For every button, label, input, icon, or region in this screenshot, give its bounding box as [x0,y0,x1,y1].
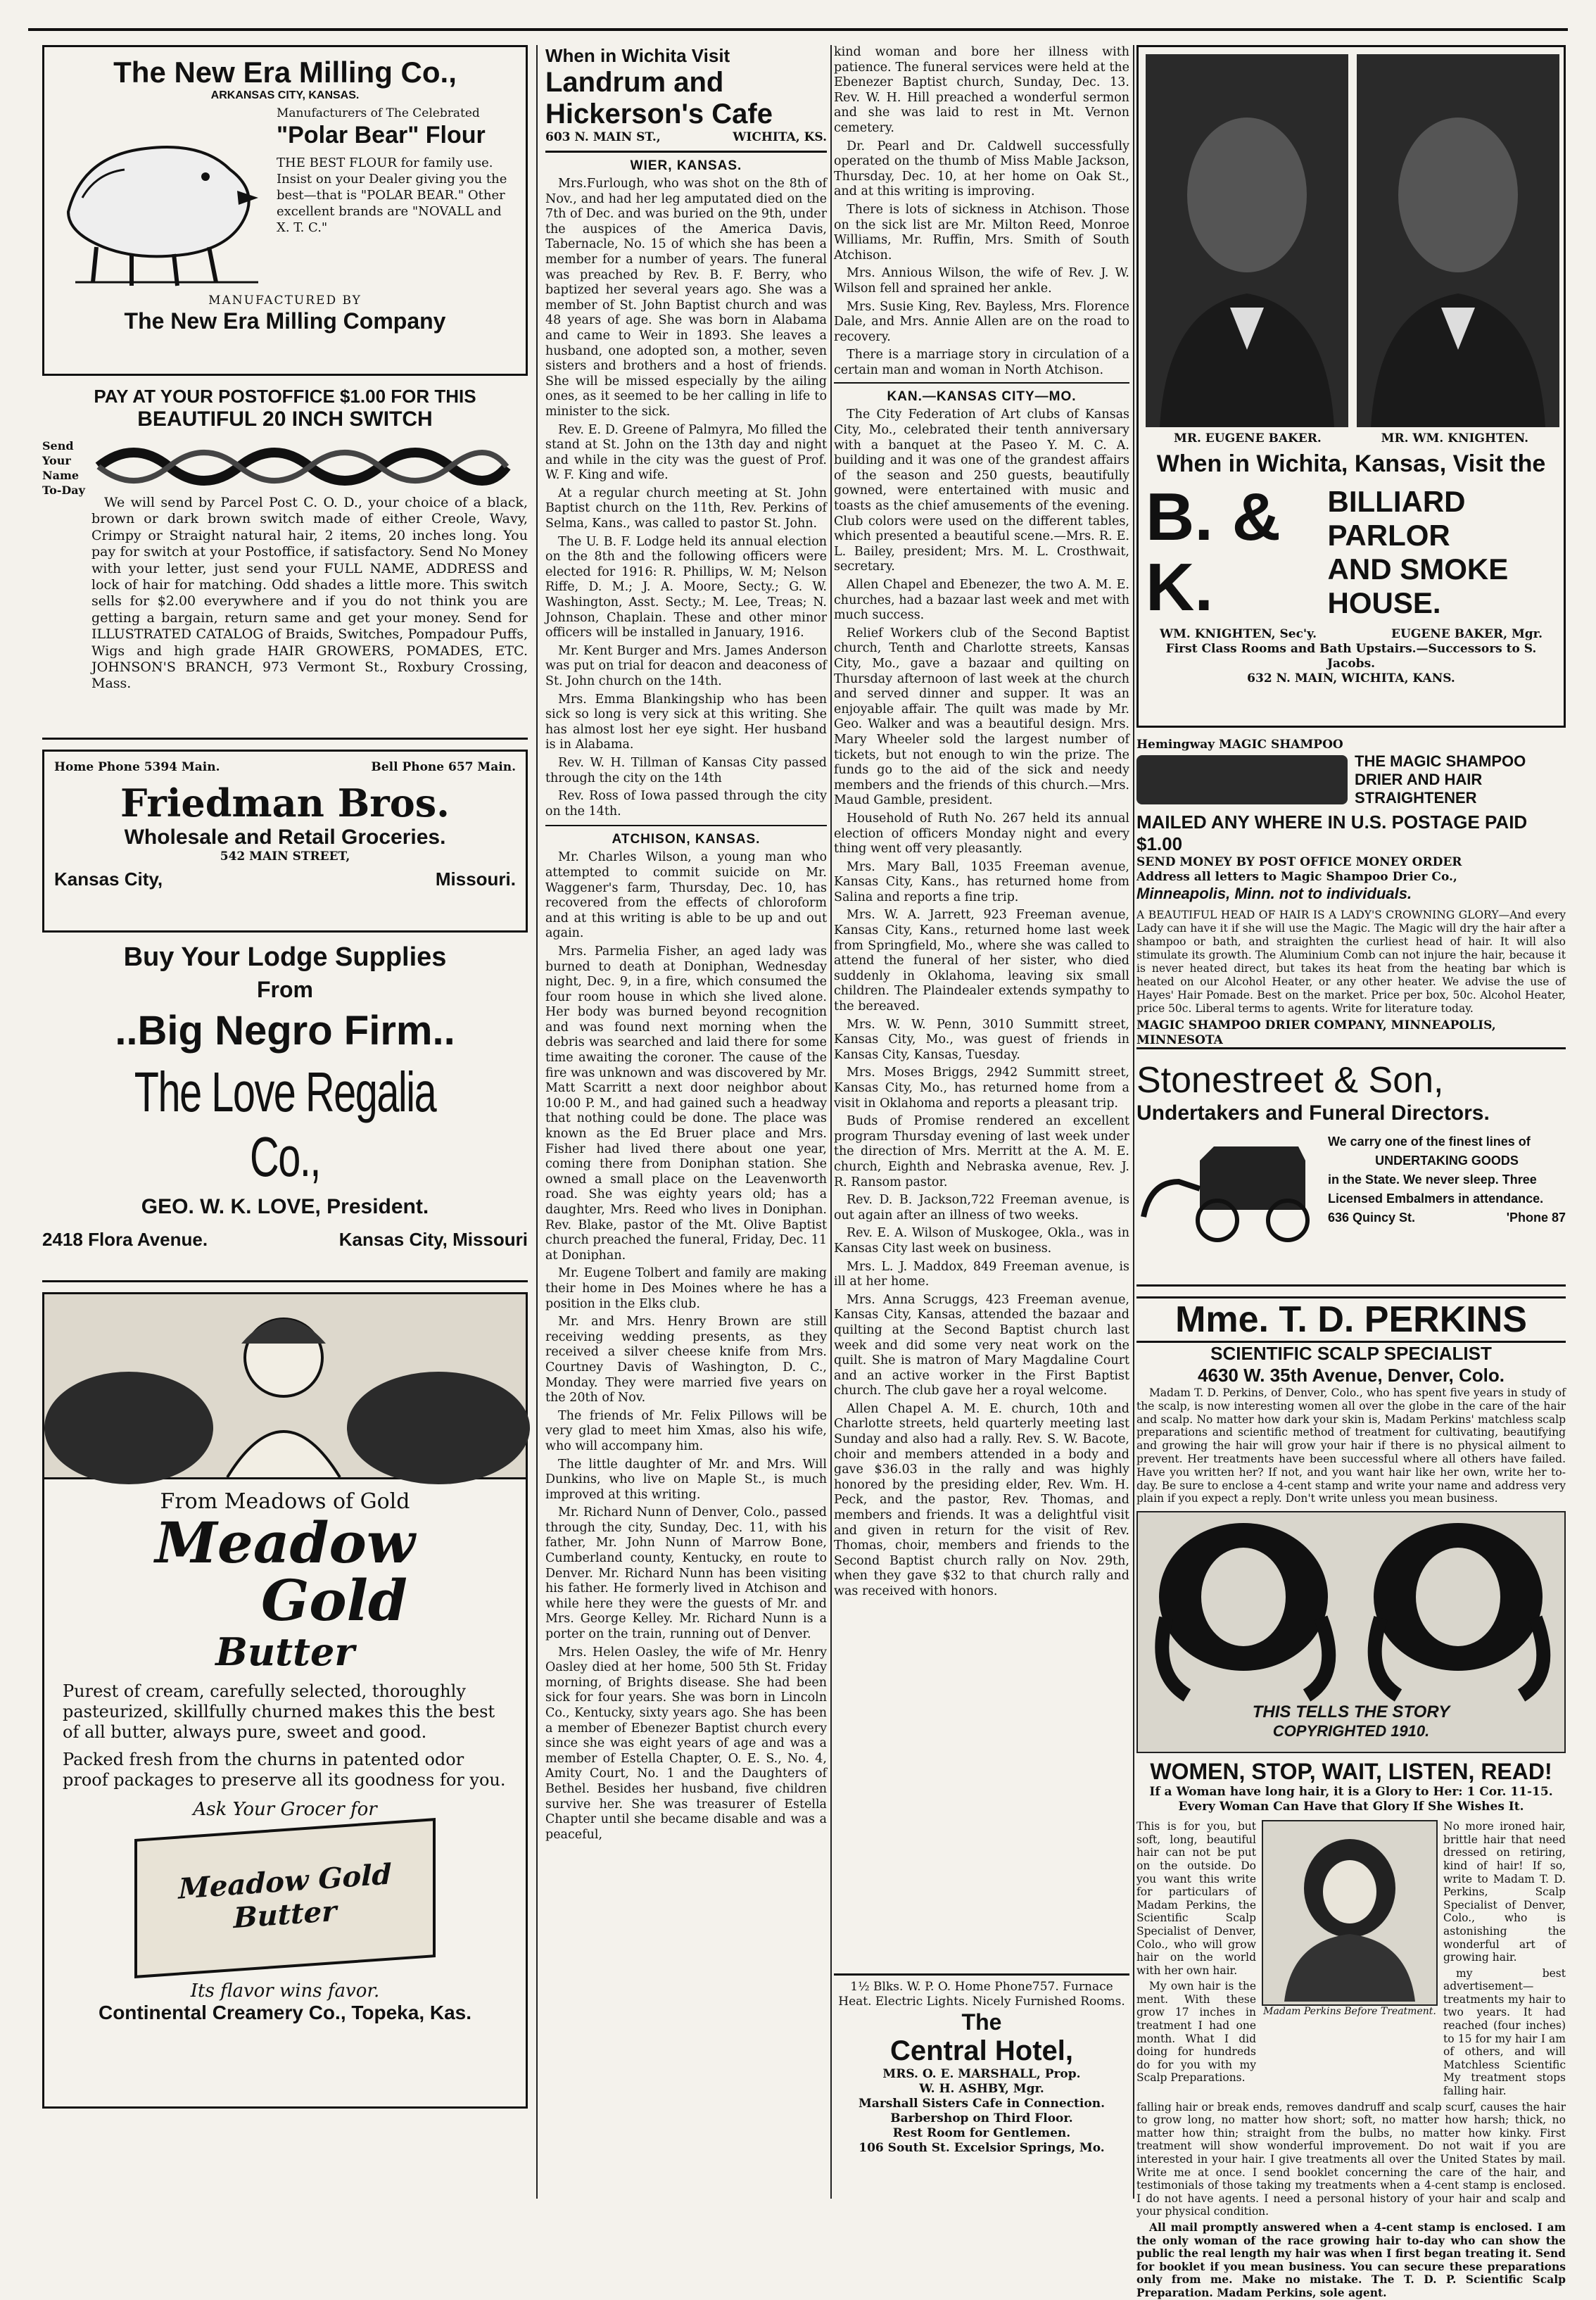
news-paragraph: The City Federation of Art clubs of Kansas City, Mo., celebrated their tenth anniversary with a banquet at the Paseo Y. M. C. A. building and it was one of the grandest affairs of the season and 250 guests, beautifully gowned, were entertained with music and toasts as the chief amusements of the evening. Club colors were used on the different tables, which presented a beautiful scene.—Mrs. R. E. L. Bailey, president; Mrs. M. L. Crosthwait, secretary. [834,407,1129,574]
ad-title: Stonestreet & Son, [1136,1060,1444,1101]
news-paragraph: Mr. and Mrs. Henry Brown are still receiving wedding presents, as they received a silver cheese knife from Mrs. Courtney Davis of Washington, D. C., Monday. They were married five years on the 20th of Nov. [545,1315,827,1405]
caption-left: MR. EUGENE BAKER. [1174,431,1322,446]
magic-address-all: Address all letters to Magic Shampoo Drier Co., [1136,870,1457,884]
brand-meadow: Meadow [155,1510,415,1576]
news-paragraph: Household of Ruth No. 267 held its annual election of officers Monday night and every thing went off very pleasantly. [834,811,1129,857]
ad-central-hotel [834,1973,1129,2156]
ad-address: 4630 W. 35th Avenue, Denver, Colo. [1198,1365,1505,1386]
ad-mid-left: My own hair is the ment. With these grow 17 inches in treatment I had one month. What I did doing for hundreds do for you with my Scalp Preparations. [1136,1980,1256,2085]
ad-title: The New Era Milling Co., [113,56,457,89]
news-paragraph: There is a marriage story in circulation of a certain man and woman in North Atchison. [834,348,1129,377]
ad-title: Mme. T. D. PERKINS [1136,1296,1566,1343]
ad-line: ..Big Negro Firm.. [115,1008,455,1054]
news-paragraph: Allen Chapel and Ebenezer, the two A. M. E. churches, had a bazaar last week and met with much success. [834,578,1129,623]
news-paragraph: Mrs. W. W. Penn, 3010 Summitt street, Kansas City, Mo., was guest of friends in Kansas City, Kansas, Tuesday. [834,1017,1129,1062]
ad-paragraph: Purest of cream, carefully selected, thoroughly pasteurized, skillfully churned makes this the best of all butter, always pure, sweet and good. [63,1681,495,1742]
column-2 [545,45,827,2199]
news-wier-kansas [545,158,827,819]
bk-logo: B. & K. [1146,479,1281,625]
news-paragraph: Mr. Charles Wilson, a young man who attempted to commit suicide on Mr. Waggener's farm, Thursday, Dec. 10, has recovered from the effects of chloroform and at this writing is able to be up and out again. [545,850,827,941]
ad-state: Missouri. [435,868,516,890]
hotel-the: The [961,2009,1002,2035]
ad-description: THE BEST FLOUR for family use. Insist on your Dealer giving you the best—that is "POLAR BEAR." Other excellent brands are "NOVALL and X. T. C." [277,156,507,235]
package-brand: Meadow Gold Butter [178,1857,392,1935]
ad-subtitle: Undertakers and Funeral Directors. [1136,1101,1490,1125]
ad-quote: If a Woman have long hair, it is a Glory to Her: 1 Cor. 11-15. [1149,1785,1553,1800]
ad-city: Kansas City, Missouri [338,1229,528,1250]
ad-manufacturers: Manufacturers of The Celebrated [277,106,480,120]
ad-paragraph: Packed fresh from the churns in patented odor proof packages to preserve all its goodness for you. [63,1750,506,1790]
ad-address: 632 N. MAIN, WICHITA, KANS. [1247,671,1455,685]
ad-when: When in Wichita, Kansas, Visit the [1156,450,1546,477]
section-heading: KAN.—KANSAS CITY—MO. [887,389,1077,405]
hotel-address: 106 South St. Excelsior Springs, Mo. [859,2141,1105,2155]
ad-landrum-cafe [545,45,827,153]
ad-subtitle: SCIENTIFIC SCALP SPECIALIST [1210,1343,1492,1364]
ad-address: 636 Quincy St. [1328,1211,1416,1225]
ad-friedman-bros [42,750,528,933]
news-paragraph: Rev. E. A. Wilson of Muskogee, Okla., was in Kansas City last week on business. [834,1226,1129,1256]
copyright-caption: COPYRIGHTED 1910. [1272,1722,1430,1740]
ad-right-text: No more ironed hair, brittle hair that need dressed on retiring, kind of hair! If so, write to Madam T. D. Perkins, Scalp Specialist of Denver, Colo., who is astonishing the wonderful art of growing hair. [1443,1820,1566,1964]
news-paragraph: Dr. Pearl and Dr. Caldwell successfully operated on the thumb of Miss Mable Jackson, Thursday, Dec. 10, at her home on Oak St., and at this writing is improving. [834,139,1129,199]
hotel-manager: W. H. ASHBY, Mgr. [919,2082,1044,2096]
hotel-name: Central Hotel, [889,2035,1074,2066]
ad-name: AND SMOKE HOUSE. [1327,552,1509,619]
news-paragraph: Mr. Kent Burger and Mrs. James Anderson was put on trial for deacon and deaconess of St. John church on the 14th. [545,643,827,688]
news-paragraph: Mrs. Anna Scruggs, 423 Freeman avenue, Kansas City, Kansas, attended the bazaar and quilting at the Second Baptist church last week and did some very neat work on the quilt. She is matron of Mary Magdaline Court and an active worker in the First Baptist church. The club gave her a royal welcome. [834,1292,1129,1398]
ad-magic-shampoo-drier [1136,738,1566,1049]
magic-mailed: MAILED ANY WHERE IN U.S. POSTAGE PAID $1.00 [1136,811,1528,854]
ad-phone: 'Phone 87 [1506,1211,1566,1225]
ad-line: UNDERTAKING GOODS [1375,1154,1519,1168]
news-paragraph: Mrs. L. J. Maddox, 849 Freeman avenue, is ill at her home. [834,1259,1129,1289]
news-paragraph: The friends of Mr. Felix Pillows will be very glad to meet him Xmas, also his wife, who will accompany him. [545,1408,827,1453]
ad-city: WICHITA, KS. [733,130,827,144]
ad-new-era-milling [42,45,528,376]
magic-body: A BEAUTIFUL HEAD OF HAIR IS A LADY'S CROWNING GLORY—And every Lady can have it if she will use the Magic. The Magic will dry the hair after a shampoo or bath, and straighten the curliest head of hair. It will also stimulate its growth. The Aluminium Comb can not injure the hair, because it is never heated direct, but takes its heat from the heating bar which is heated on our Alcohol Heater, or any other heater. We advise the use of Hayes' Hair Pomade. Best on the market. Price per box, 50c. Alcohol Heater, price 50c. Liberal terms to agents. Write for literature today. [1136,909,1566,1015]
column-3 [834,45,1129,2199]
ad-street: 542 MAIN STREET, [220,849,350,864]
column-rule [830,45,832,2199]
ad-company: Continental Creamery Co., Topeka, Kas. [98,2002,472,2023]
ad-headline: BEAUTIFUL 20 INCH SWITCH [137,407,433,431]
column-1 [42,45,528,2199]
newspaper-page [28,28,1568,2299]
ad-line: We carry one of the finest lines of [1328,1135,1531,1149]
column-rule [1133,45,1134,2199]
news-paragraph: Mrs. Parmelia Fisher, an aged lady was burned to death at Doniphan, Wednesday night, Dec. 9, in a fire, which consumed the four room house in which she lived alone. Her body was burned beyond recognition and was found next morning when the debris was searched and laid there for some time awaiting the coroner. The cause of the fire was unknown and was discovered by Mr. Matt Scarritt a next door neighbor about 10:00 P. M., and had gained such a headway that nothing could be done. The place was known as the Ed Bruer place and Mrs. Fisher had lived there about one year, coming there from Doniphan station. She owned a small place on the Leavenworth road. She was eighty years old; has a daughter, Mrs. Reed who lives in Doniphan. Rev. Blake, pastor of the Mt. Olive Baptist church preached the funeral, Friday, Dec. 11 at Doniphan. [545,944,827,1263]
ad-line: Landrum and [545,67,724,98]
news-paragraph: Rev. Ross of Iowa passed through the city on the 14th. [545,789,827,819]
ad-company: The New Era Milling Company [124,308,446,334]
ad-ask: Ask Your Grocer for [193,1799,377,1820]
ad-headline: WOMEN, STOP, WAIT, LISTEN, READ! [1150,1759,1552,1785]
braid-switch-illustration [91,438,514,495]
news-paragraph: Rev. D. B. Jackson,722 Freeman avenue, is out again after an illness of two weeks. [834,1193,1129,1222]
ad-stonestreet-son [1136,1059,1566,1287]
ad-bottom-text: falling hair or break ends, removes dandruff and scalp scurf, causes the hair to grow long, no matter how short; soft, no matter how harsh; thick, no matter how thin; straight from the bulbs, no matter how kinky. First treatment will show wonderful improvement. Do not wait if you are interested in your hair. I give treatments all over the United States by mail. Write me at once. I send booklet concerning the care of the hair, and testimonials of those taking my treatments when a 4-cent stamp is enclosed. I do not have agents. I need a personal history of your hair and scalp and your physical condition. [1136,2100,1566,2218]
section-heading: ATCHISON, KANSAS. [612,832,761,847]
ad-subtitle: Wholesale and Retail Groceries. [124,826,446,849]
ad-title: Friedman Bros. [120,781,450,826]
ad-secretary: WM. KNIGHTEN, Sec'y. [1160,627,1317,641]
magic-company: MAGIC SHAMPOO DRIER COMPANY, MINNEAPOLIS, MINNESOTA [1136,1018,1496,1047]
ad-rooms: First Class Rooms and Bath Upstairs.—Successors to S. Jacobs. [1165,642,1537,671]
section-heading: WIER, KANSAS. [630,158,742,173]
photo-caption: Madam Perkins Before Treatment. [1263,2006,1436,2018]
news-column-3 [834,45,1129,1973]
portrait-wm-knighten [1357,54,1559,427]
news-paragraph: Rev. W. H. Tillman of Kansas City passed through the city on the 14th [545,755,827,785]
ad-headline: PAY AT YOUR POSTOFFICE $1.00 FOR THIS [94,386,476,407]
news-paragraph: Mrs. Moses Briggs, 2942 Summitt street, Kansas City, Mo., has returned home from a visit in Oklahoma and reports a pleasant trip. [834,1066,1129,1111]
ad-address: 603 N. MAIN ST., [545,130,661,144]
ad-mme-perkins [1136,1296,1566,2299]
ad-line: From [257,977,313,1002]
news-paragraph: Mrs.Furlough, who was shot on the 8th of Nov., and had her leg amputated died on the 7th of Dec. and was buried on the 9th, under the auspices of the America Davis, Tabernacle, No. 15 of which she has been a member for a number of years. The funeral was preached by Rev. B. F. Berry, who baptized her several years ago. She was a member of St. John Baptist church and was 48 years of age. She was born in Alabama and came to Weir in 1893. She leaves a husband, one adopted son, a mother, seven sisters and brothers and a host of friends. She will be missed especially by the ailing ones, as it seemed to be her calling in life to minister to the sick. [545,177,827,419]
ad-line: Hickerson's Cafe [545,99,773,129]
news-paragraph: Relief Workers club of the Second Baptist church, Tenth and Charlotte streets, Kansas City, Mo., gave a bazaar and quilting on Thursday afternoon of last week at the church and served dinner and supper. It was an enjoyable affair. The quilt was made by Mr. Geo. Walker and was a beautiful design. Mrs. Mary Wheeler sold the largest number of tickets, but not enough to win the prize. The funds go to the aid of the sick and needy members and the friends of this church.—Mrs. Maud Gamble, president. [834,626,1129,808]
hearse-carriage-illustration [1136,1132,1319,1245]
hotel-line: Rest Room for Gentlemen. [892,2126,1071,2140]
news-paragraph: At a regular church meeting at St. John Baptist church on the 11th, Rev. Perkins of Selma, Kans., was called to pastor St. John. [545,486,827,531]
news-paragraph: Mr. Richard Nunn of Denver, Colo., passed through the city, Sunday, Dec. 11, with his father, Mr. John Nunn of Marrow Bone, Cumberland county, Kentucky, en route to Denver. Mr. Richard Nunn has been visiting his father. He formerly lived in Atchison and while here they were the guests of Mr. and Mrs. George Kelley. Mr. Richard Nunn is a porter on the train, running out of Denver. [545,1505,827,1642]
ad-footer: All mail promptly answered when a 4-cent stamp is enclosed. I am the only woman of the race growing hair to-day who can show the public the real length my hair was when I first began treating it. Send for booklet if you mean business. You can secure these preparations only from me. Make no mistake. The T. D. P. Scientific Scalp Preparation. Madam Perkins, sole agent. [1136,2220,1566,2299]
hotel-proprietor: MRS. O. E. MARSHALL, Prop. [882,2067,1081,2081]
story-caption: THIS TELLS THE STORY [1252,1702,1450,1722]
news-paragraph: Mrs. Emma Blankingship who has been sick so long is very sick at this writing. She has almost lost her eye sight. Her husband is in Alabama. [545,692,827,752]
caption-right: MR. WM. KNIGHTEN. [1381,431,1528,446]
ad-manager: EUGENE BAKER, Mgr. [1391,627,1543,641]
hotel-notice: 1½ Blks. W. P. O. Home Phone757. Furnace Heat. Electric Lights. Nicely Furnished Rooms. [838,1980,1125,2009]
ad-hair-switch [42,386,528,740]
ad-from: From Meadows of Gold [160,1489,410,1514]
column-4 [1136,45,1566,2299]
ad-favor: Its flavor wins favor. [190,1980,380,2002]
news-paragraph: Rev. E. D. Greene of Palmyra, Mo filled the stand at St. John on the 13th day and night and while in the city was the guest of Prof. W. F. King and wife. [545,422,827,483]
ad-city: Kansas City, [54,868,163,890]
ad-love-regalia [42,942,528,1282]
magic-city: Minneapolis, Minn. not to individuals. [1136,885,1412,902]
ad-address: 2418 Flora Avenue. [42,1229,208,1250]
bell-phone: Bell Phone 657 Main. [371,760,516,774]
news-paragraph: Allen Chapel A. M. E. church, 10th and Charlotte streets, held quarterly meeting last Sunday and also had a rally. Rev. S. W. Bacote, choir and members attended in a body and gave $36.03 in the rally and was highly honored by the presiding elder, Rev. Wm. H. Peck, and the pastor, Rev. Thomas, and members and friends. It was a delightful visit and given in return for the visit of Rev. Thomas, choir, members and friends to the Second Baptist church rally on Nov. 29th, when they gave $32 to that church rally and was received with honors. [834,1401,1129,1598]
ad-body: We will send by Parcel Post C. O. D., your choice of a black, brown or dark brown switch made of either Creole, Wavy, Crimpy or Straight natural hair, 2 items, 20 inches long. You pay for switch at your Postoffice, if satisfactory. Send No Money with your letter, just send your FULL NAME, ADDRESS and lock of hair for matching. Odd shades a little more. This switch sells for $2.00 everywhere and if you do not think you are getting a bargain, return same and get your money. Send for ILLUSTRATED CATALOG of Braids, Switches, Pompadour Puffs, Wigs and high grade HAIR GROWERS, POMADES, ETC. JOHNSON'S BRANCH, 973 Vermont St., Roxbury Crossing, Mass. [91,495,528,692]
news-paragraph: Mrs. W. A. Jarrett, 923 Freeman avenue, Kansas City, Kans., returned home last week from Springfield, Mo., where she was called to attend the funeral of her sister, who died suddenly in Oklahoma, leaving six small children. The Plaindealer extends sympathy to the bereaved. [834,908,1129,1014]
madam-perkins-portrait [1262,1820,1438,2006]
news-paragraph: Mrs. Mary Ball, 1035 Freeman avenue, Kansas City, Kans., has returned home from Salina and reports a fine trip. [834,859,1129,904]
news-paragraph: Mr. Eugene Tolbert and family are making their home in Des Moines where he has a position in the Elks club. [545,1266,827,1311]
polar-bear-illustration [54,106,265,289]
news-paragraph: The U. B. F. Lodge held its annual election on the 8th and the following officers were elected for 1916: R. Phillips, W. M; Nelson Riffe, D. M.; J. A. Moore, Secty.; G. W. Washington, Asst. Secty.; M. Lee, Treas; N. Johnson, Chaplain. These and other minor officers will be installed in January, 1916. [545,534,827,640]
shampoo-drier-comb-illustration [1136,755,1348,804]
brand-butter: Butter [215,1629,355,1674]
magic-send: SEND MONEY BY POST OFFICE MONEY ORDER [1136,855,1462,869]
news-paragraph: Mrs. Annious Wilson, the wife of Rev. J. W. Wilson fell and sprained her ankle. [834,266,1129,296]
news-paragraph: There is lots of sickness in Atchison. Those on the sick list are Mr. Milton Reed, Monroe Williams, Mr. Ruffin, Mrs. Smith of South Atchison. [834,202,1129,263]
ad-president: GEO. W. K. LOVE, President. [141,1195,429,1218]
ad-meadow-gold [42,1292,528,2109]
hotel-line: Marshall Sisters Cafe in Connection. [858,2097,1105,2111]
news-paragraph: Mrs. Susie King, Rev. Bayless, Mrs. Florence Dale, and Mrs. Annie Allen are on the road to recovery. [834,299,1129,344]
brand-gold: Gold [260,1567,407,1634]
hotel-line: Barbershop on Third Floor. [890,2111,1073,2125]
ad-location: ARKANSAS CITY, KANSAS. [210,89,360,101]
ad-line: Buy Your Lodge Supplies [123,942,447,972]
magic-top: Hemingway MAGIC SHAMPOO [1136,738,1343,752]
ad-intro: Madam T. D. Perkins, of Denver, Colo., who has spent five years in study of the scalp, is now interesting women all over the globe in the care of the hair and scalp. No matter how dark your skin is, Madam Perkins' matchless scalp preparations and scientific method of treatment for cultivating, beautifying and growing the hair will grow your hair if there is no physical ailment to prevent. Her treatments have been successful where all others have failed. Have you written her? If not, and you want hair like her own, write her to-day. Be sure to enclose a 4-cent stamp and write your name and address very plain if you expect a reply. Don't write unless you mean business. [1136,1386,1566,1505]
column-rule [536,45,538,2199]
ad-left-text: This is for you, but soft, long, beautiful hair can not be put on the outside. Do you want this write for particulars of Madam Perkins, the Scientific Scalp Specialist of Denver, Colo., who will grow hair on the world with her own hair. [1136,1820,1256,1977]
news-paragraph: Mrs. Helen Oasley, the wife of Mr. Henry Oasley died at her home, 500 5th St. Friday morning, of Brights disease. She had been sick for four years. She was born in Lincoln Co., Kentucky, sixty years ago. She has been a member of Ebenezer Baptist church every since she was eight years of age and was a member of Estella Chapter, O. E. S., No. 4, Amity Court, No. 1 and the Daughters of Bethel. Besides her husband, five children survive her. She was treasurer of Estella Chapter until she became disable and was a peaceful, [545,1645,827,1842]
home-phone: Home Phone 5394 Main. [54,760,220,774]
ad-company: The Love Regalia Co., [134,1061,436,1188]
ad-mid-right: my best advertisement—treatments my hair to two years. It had reached (four inches) to 15 for my hair I am of others, and will Matchless Scientific My treatment stops falling hair. [1443,1966,1566,2098]
news-paragraph: kind woman and bore her illness with patience. The funeral services were held at the Ebenezer Baptist church, Sunday, Dec. 13. Rev. W. H. Hill preached a wonderful sermon and she was laid to rest in Mt. Vernon cemetery. [834,45,1129,135]
ad-line: in the State. We never sleep. Three [1328,1173,1537,1187]
hair-before-after-illustration [1136,1511,1566,1753]
ad-quote: Every Woman Can Have that Glory If She Wishes It. [1178,1800,1524,1814]
magic-brand: THE MAGIC SHAMPOO DRIER AND HAIR STRAIGHTENER [1355,752,1526,807]
woman-and-cows-illustration [44,1294,526,1479]
news-atchison-kansas [545,825,827,1843]
news-paragraph: The little daughter of Mr. and Mrs. Will Dunkins, who live on Maple St., is much improved at this writing. [545,1457,827,1502]
ad-line: When in Wichita Visit [545,45,730,66]
side-note: Send Your Name To-Day [42,439,85,497]
ad-mfd-by: MANUFACTURED BY [208,293,362,308]
butter-package-illustration [134,1818,436,1978]
ad-bk-billiard-parlor [1136,45,1566,728]
portrait-eugene-baker [1146,54,1348,427]
ad-line: Licensed Embalmers in attendance. [1328,1192,1544,1206]
ad-product: "Polar Bear" Flour [277,122,486,149]
ad-name: BILLIARD PARLOR [1327,485,1466,552]
news-paragraph: Buds of Promise rendered an excellent program Thursday evening of last week under the direction of Mrs. Merritt at the A. M. E. church, Eighth and Nebraska avenue, Rev. J. R. Ransom pastor. [834,1114,1129,1189]
